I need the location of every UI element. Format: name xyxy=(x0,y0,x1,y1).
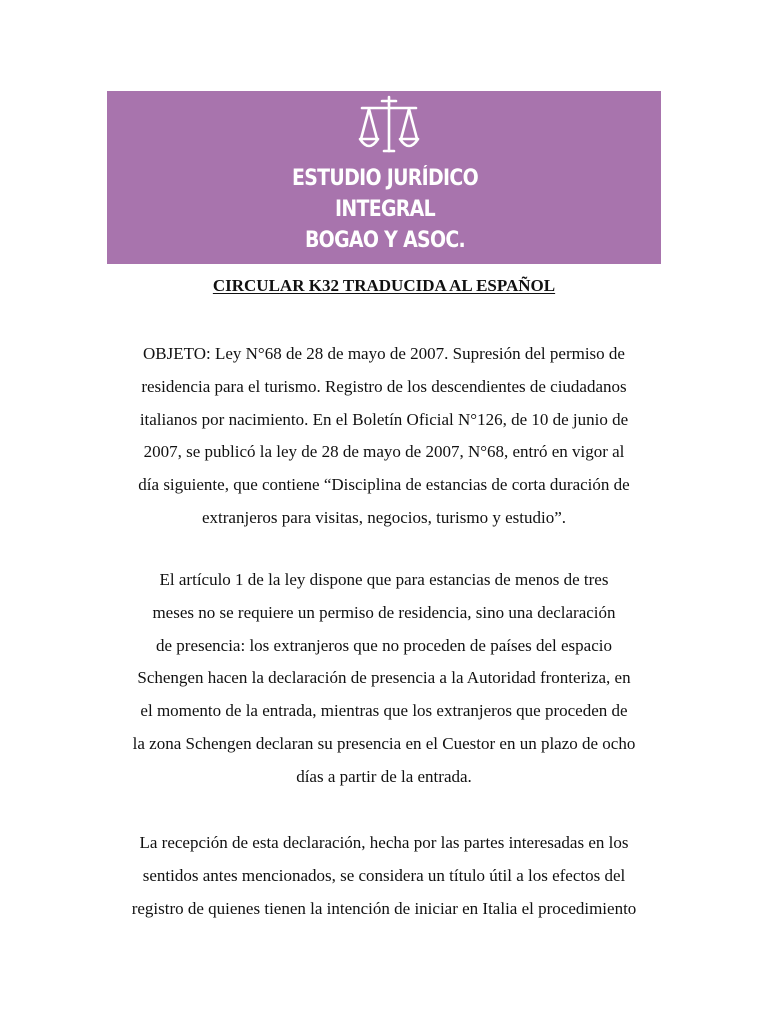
text-line: El artículo 1 de la ley dispone que para estancias de menos de tres xyxy=(159,570,609,589)
text-line: registro de quienes tienen la intención de iniciar en Italia el procedimiento xyxy=(131,898,637,918)
balance-scales-icon xyxy=(358,95,420,155)
text-line: OBJETO: Ley N°68 de 28 de mayo de 2007. Supresión del permiso de xyxy=(143,344,625,363)
text-line: italianos por nacimiento. En el Boletín Oficial N°126, de 10 de junio de xyxy=(139,409,629,429)
text-line: residencia para el turismo. Registro de los descendientes de ciudadanos xyxy=(141,376,627,396)
text-line: extranjeros para visitas, negocios, turismo y estudio”. xyxy=(202,507,566,527)
paragraph-objeto xyxy=(100,338,668,535)
text-line: de presencia: los extranjeros que no proceden de países del espacio xyxy=(156,635,612,655)
text-line: La recepción de esta declaración, hecha por las partes interesadas en los xyxy=(139,833,629,852)
text-line: la zona Schengen declaran su presencia en el Cuestor en un plazo de ocho xyxy=(132,733,636,753)
banner-title-line: ESTUDIO JURÍDICO xyxy=(292,166,478,191)
banner-title-line: BOGAO Y ASOC. xyxy=(304,228,466,253)
paragraph-recepcion xyxy=(100,827,668,925)
paragraph-articulo-1 xyxy=(100,564,668,794)
text-line: meses no se requiere un permiso de residencia, sino una declaración xyxy=(152,602,616,622)
text-line: día siguiente, que contiene “Disciplina de estancias de corta duración de xyxy=(138,475,630,495)
banner-title-line: INTEGRAL xyxy=(334,197,436,222)
text-line: Schengen hacen la declaración de presencia a la Autoridad fronteriza, en xyxy=(137,668,631,688)
text-line: el momento de la entrada, mientras que los extranjeros que proceden de xyxy=(140,701,628,721)
text-line: sentidos antes mencionados, se considera un título útil a los efectos del xyxy=(142,865,626,885)
document-title: CIRCULAR K32 TRADUCIDA AL ESPAÑOL xyxy=(212,276,556,295)
banner-title xyxy=(278,163,493,256)
text-line: días a partir de la entrada. xyxy=(296,766,472,786)
text-line: 2007, se publicó la ley de 28 de mayo de 2007, N°68, entró en vigor al xyxy=(143,442,625,462)
